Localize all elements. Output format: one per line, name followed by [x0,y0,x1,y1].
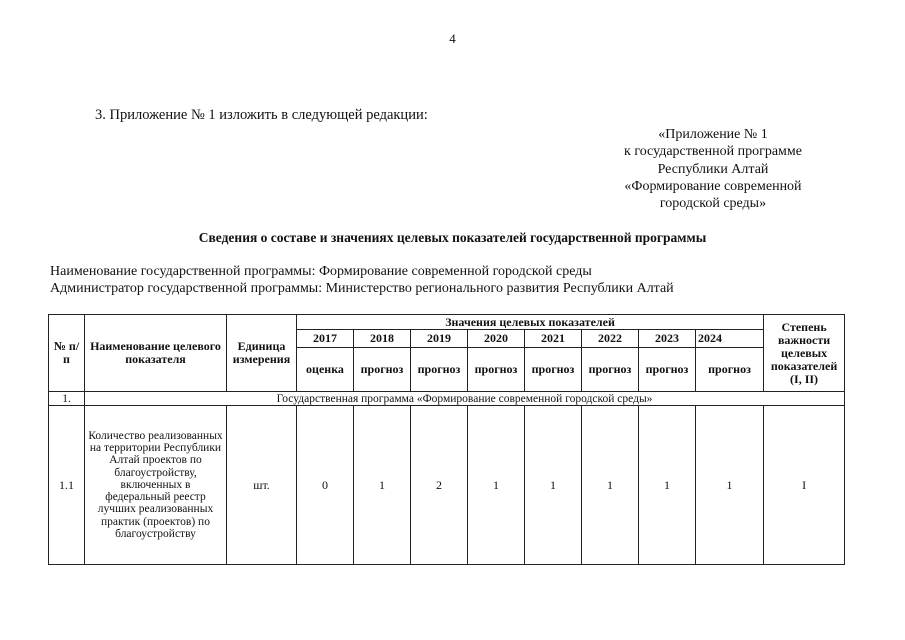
appendix-line: «Приложение № 1 [658,127,768,142]
header-num: № п/п [49,315,85,392]
appendix-line: «Формирование современной [624,178,802,194]
header-type: прогноз [639,348,696,392]
amendment-instruction: 3. Приложение № 1 изложить в следующей редакции: [95,107,428,123]
header-unit: Единица измерения [227,315,297,392]
appendix-line: Республики Алтай [657,161,769,177]
row-value: 0 [297,406,354,565]
appendix-line: к государственной программе [624,144,802,160]
appendix-reference [583,126,843,212]
row-value: 1 [582,406,639,565]
row-indicator-name: Количество реализованных на территории Республики Алтай проектов по благоустройству, включенных в федеральный реестр лучших реализованных практик (проектов) по благоустройству [85,406,227,565]
row-unit: шт. [227,406,297,565]
row-value: 1 [468,406,525,565]
header-year: 2018 [354,330,411,348]
page-number: 4 [449,31,456,46]
section-row [49,392,845,406]
header-type: прогноз [411,348,468,392]
header-year: 2023 [639,330,696,348]
header-type: прогноз [696,348,764,392]
administrator-line: Администратор государственной программы: Министерство регионального развития Республики Алтай [50,281,674,296]
table-row [49,406,845,565]
header-values-group: Значения целевых показателей [297,315,764,330]
row-value: 1 [639,406,696,565]
header-importance: Степень важности целевых показателей (I, II) [764,315,845,392]
header-year: 2021 [525,330,582,348]
document-title: Сведения о составе и значениях целевых показателей государственной программы [198,230,707,245]
header-type: прогноз [468,348,525,392]
header-type: прогноз [525,348,582,392]
header-row-1 [49,315,845,330]
row-importance: I [764,406,845,565]
row-value: 2 [411,406,468,565]
header-year: 2020 [468,330,525,348]
appendix-line: городской среды» [659,196,767,212]
header-type: оценка [297,348,354,392]
header-type: прогноз [582,348,639,392]
header-name: Наименование целевого показателя [85,315,227,392]
row-num: 1.1 [49,406,85,565]
header-year: 2019 [411,330,468,348]
header-type: прогноз [354,348,411,392]
row-value: 1 [354,406,411,565]
header-year: 2024 [696,330,764,348]
section-num: 1. [49,392,85,406]
header-year: 2017 [297,330,354,348]
section-title: Государственная программа «Формирование современной городской среды» [85,392,845,406]
indicators-table [48,314,845,565]
row-value: 1 [696,406,764,565]
row-value: 1 [525,406,582,565]
program-name-line: Наименование государственной программы: Формирование современной городской среды [50,264,592,279]
header-year: 2022 [582,330,639,348]
